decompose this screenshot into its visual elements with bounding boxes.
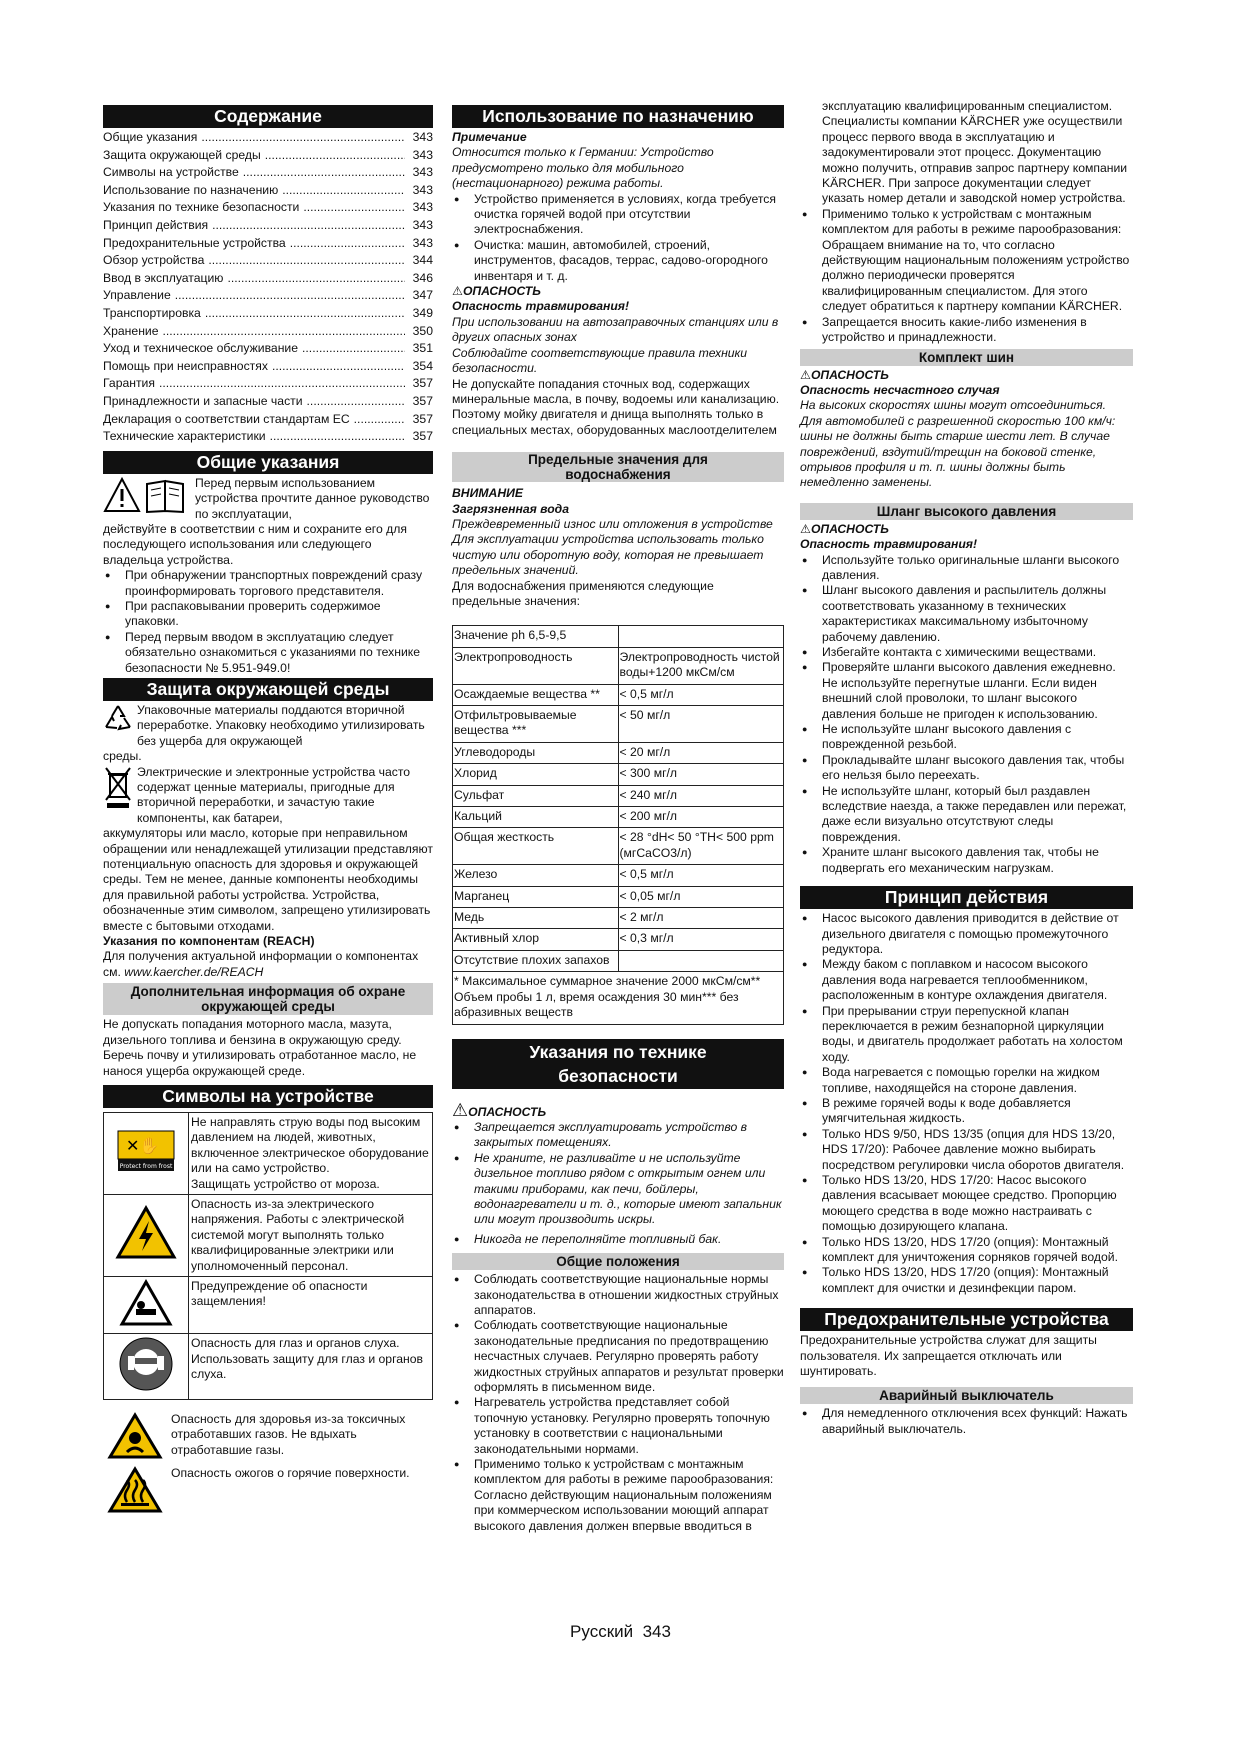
recycle-block [103, 703, 433, 749]
table-row [453, 972, 784, 1024]
list-item: ● Перед первым вводом в эксплуатацию следует обязательно ознакомиться с указаниями по технике безопасности № 5.951-949.0! [103, 630, 433, 676]
manual-intro-2: действуйте в соответствии с ним и сохраните его для последующего использования или следующего владельца устройства. [103, 521, 407, 567]
toc-dots [227, 271, 405, 286]
list-item: ● Запрещается эксплуатировать устройство в закрытых помещениях. [452, 1120, 784, 1151]
toc-item-page: 350 [412, 323, 433, 338]
limit-value: < 2 мг/л [618, 908, 784, 929]
list-item: ● Соблюдать соответствующие национальные нормы законодательства в отношении жидкостных струйных аппаратов. [452, 1272, 784, 1318]
limit-parameter: Отсутствие плохих запахов [453, 950, 619, 971]
weee-block [103, 765, 433, 827]
limit-parameter: Отфильтровываемые вещества *** [453, 706, 619, 743]
toc-dots [163, 324, 405, 339]
limit-parameter: Марганец [453, 886, 619, 907]
table-row [453, 950, 784, 971]
column-2 [452, 103, 784, 1534]
table-row [453, 647, 784, 684]
list-item: ● Между баком с поплавком и насосом высокого давления вода нагревается теплообменником, расположенным в контуре охлаждения двигателя. [800, 957, 1133, 1003]
table-row [453, 706, 784, 743]
toc-item[interactable] [103, 429, 433, 447]
table-row [104, 1112, 433, 1194]
environment-heading: Защита окружающей среды [103, 678, 433, 701]
toc-item-title: Уход и техническое обслуживание [103, 341, 299, 356]
warn-title: Загрязненная вода [452, 501, 569, 516]
limit-value: Электропроводность чистой воды+1200 мкСм/см [618, 647, 784, 684]
limit-parameter: Хлорид [453, 764, 619, 785]
table-row [453, 742, 784, 763]
page-footer [0, 1622, 1241, 1642]
toc-item-page: 343 [412, 182, 433, 197]
list-item: ● Очистка: машин, автомобилей, строений, инструментов, фасадов, террас, садово-огородного инвентаря и т. д. [452, 238, 784, 284]
toc-item-page: 343 [412, 235, 433, 250]
warning-triangle-icon: ⚠ [800, 367, 811, 382]
limits-footnote: * Максимальное суммарное значение 2000 мкСм/см** Объем пробы 1 л, время осаждения 30 мин*** без абразивных веществ [453, 972, 784, 1024]
list-item: ● При прерывании струи перепускной клапан переключается в режим безнапорной циркуляции воды, и двигатель продолжает работать на холостом ходу. [800, 1004, 1133, 1066]
table-row [453, 785, 784, 806]
toc-item-title: Принцип действия [103, 217, 209, 232]
limit-value: < 0,05 мг/л [618, 886, 784, 907]
general-heading: Общие указания [103, 451, 433, 474]
symbol-text: Опасность из-за электрического напряжения. Работы с электрической системой могут выполнять только квалифицированные электрики или уполномоченный персонал. [189, 1194, 433, 1276]
toc-dots [159, 376, 405, 391]
safety-heading-line: Указания по технике [529, 1041, 707, 1062]
warn-text: Преждевременный износ или отложения в устройстве [452, 516, 773, 531]
toc-item[interactable] [103, 218, 433, 236]
list-item: ● Избегайте контакта с химическими веществами. [800, 645, 1133, 660]
toc-dots [208, 253, 405, 268]
general-provisions-heading: Общие положения [452, 1253, 784, 1270]
list-item: ● При обнаружении транспортных повреждений сразу проинформировать торгового представителя. [103, 568, 433, 599]
limit-value: < 300 мг/л [618, 764, 784, 785]
general-provisions-bullets [452, 1272, 784, 1534]
list-item: ● Применимо только к устройствам с монтажным комплектом для работы в режиме парообразования: Обращаем внимание на то, что согласно действующим национальным положениям устройство должно периодически проверятся квалифицированным специалистом. Для этого следует обратиться к партнеру компании KÄRCHER. [800, 207, 1133, 315]
toc-item-page: 357 [412, 376, 433, 391]
list-item: ● Не храните, не разливайте и не используйте дизельное топливо рядом с открытым огнем или такими приборами, как печи, бойлеры, водонагреватели и т. д., которые имеют запальник или могут производить искры. [452, 1151, 784, 1228]
intended-use-bullets [452, 192, 784, 284]
toc-item-page: 343 [412, 165, 433, 180]
note-text: Относится только к Германии: Устройство предусмотрено только для мобильного (нестационарного) режима работы. [452, 145, 714, 191]
toc-dots [265, 148, 405, 163]
principle-bullets [800, 911, 1133, 1296]
hose-bullets [800, 553, 1133, 877]
table-row [453, 807, 784, 828]
toc-item[interactable] [103, 253, 433, 271]
symbol-text: Опасность ожогов о горячие поверхности. [171, 1465, 410, 1480]
limit-value: < 28 °dH< 50 °TH< 500 ppm (мгCaCO3/л) [618, 828, 784, 865]
svg-text:✕✋: ✕✋ [126, 1136, 160, 1156]
general-bullets [103, 568, 433, 676]
toc-item-page: 343 [412, 147, 433, 162]
symbol-extra-row [103, 1466, 433, 1514]
toc-item-page: 343 [412, 200, 433, 215]
danger-label [452, 284, 784, 299]
toxic-gas-icon [107, 1412, 163, 1460]
toc-item-title: Общие указания [103, 130, 198, 144]
toc-item[interactable] [103, 236, 433, 254]
continued-bullets [800, 207, 1133, 346]
reach-body: Для получения актуальной информации о компонентах см. [103, 949, 419, 979]
limit-value: < 200 мг/л [618, 807, 784, 828]
toc-dots [290, 236, 405, 251]
table-of-contents [103, 130, 433, 447]
toc-item-title: Технические характеристики [103, 429, 266, 444]
list-item: ● Никогда не переполняйте топливный бак. [452, 1232, 784, 1247]
toc-item[interactable] [103, 288, 433, 306]
list-item: ● Применимо только к устройствам с монтажным комплектом для работы в режиме парообразования: Согласно действующим национальным положениям при коммерческом использовании моющий аппарат высокого давления должен впервые вводиться в [452, 1457, 784, 1534]
list-item: ● Устройство применяется в условиях, когда требуется очистка горячей водой при отсутствии электроснабжения. [452, 192, 784, 238]
list-item: ● Для немедленного отключения всех функций: Нажать аварийный выключатель. [800, 1406, 1133, 1437]
toc-item[interactable] [103, 306, 433, 324]
list-item: ● Только HDS 13/20, HDS 17/20: Насос высокого давления всасывает моющее средство. Пропорцию моющего средства в воде можно настраивать с помощью дозирующего клапана. [800, 1173, 1133, 1235]
toc-item[interactable] [103, 148, 433, 166]
list-item: ● Шланг высокого давления и распылитель должны соответствовать указанному в технических характеристиках максимальному избыточному рабочему давлению. [800, 583, 1133, 645]
recycle-text: Упаковочные материалы поддаются вторичной переработке. Упаковку необходимо утилизировать без ущерба для окружающей [137, 702, 425, 748]
toc-item-page: 357 [412, 393, 433, 408]
danger-label [800, 522, 1133, 537]
symbols-table [103, 1112, 433, 1400]
toc-item-page: 344 [412, 253, 433, 268]
table-row [453, 828, 784, 865]
page-number: 343 [642, 1622, 671, 1641]
toc-dots [270, 429, 405, 444]
toc-dots [201, 130, 405, 145]
limit-value [618, 950, 784, 971]
table-row [104, 1334, 433, 1399]
env-extra-text: Не допускать попадания моторного масла, мазута, дизельного топлива и бензина в окружающую среду. Беречь почву и утилизировать отработанное масло, не нанося ущерба окружающей среде. [103, 1017, 417, 1078]
recycling-icon [103, 703, 133, 733]
limit-parameter: Углеводороды [453, 742, 619, 763]
toc-item-title: Предохранительные устройства [103, 235, 286, 250]
list-item: ● В режиме горячей воды к воде добавляется умягчительная жидкость. [800, 1096, 1133, 1127]
warning-triangle-icon: ⚠ [800, 521, 811, 536]
toc-dots [212, 218, 405, 233]
principle-heading: Принцип действия [800, 886, 1133, 909]
toc-item-title: Защита окружающей среды [103, 147, 261, 162]
limit-value [618, 626, 784, 647]
limit-parameter: Общая жесткость [453, 828, 619, 865]
limit-value: < 240 мг/л [618, 785, 784, 806]
table-row [104, 1276, 433, 1333]
weee-text-cont: аккумуляторы или масло, которые при неправильном обращении или ненадлежащей утилизации представляют потенциальную опасность для здоровья и окружающей среды. Тем не менее, данные компоненты необходимы для правильной работы устройства. Устройства, обозначенные этим символом, запрещено утилизировать вместе с бытовыми отходами. [103, 826, 433, 933]
toc-item-title: Использование по назначению [103, 182, 279, 197]
table-row [453, 865, 784, 886]
toc-dots [303, 200, 405, 215]
list-item: ● Нагреватель устройства представляет собой топочную установку. Регулярно проверять топочную установку в соответствии с национальными законодательными нормами. [452, 1395, 784, 1457]
env-extra-heading: Дополнительная информация об охране окружающей среды [103, 983, 433, 1015]
continued-text: эксплуатацию квалифицированным специалистом. Специалисты компании KÄRCHER уже осуществили процесс первого ввода в эксплуатацию и задокументировали этот процесс. Документацию можно получить, отправив запрос партнеру компании KÄRCHER. При запросе документации следует указать номер детали и заводской номер устройства. [822, 99, 1128, 206]
list-item: ● Используйте только оригинальные шланги высокого давления. [800, 553, 1133, 584]
toc-item-title: Гарантия [103, 376, 155, 391]
toc-dots [272, 359, 405, 374]
limit-value: < 0,5 мг/л [618, 865, 784, 886]
protective-text: Предохранительные устройства служат для защиты пользователя. Их запрещается отключать или шунтировать. [800, 1333, 1097, 1379]
limit-parameter: Кальций [453, 807, 619, 828]
limit-parameter: Значение ph 6,5-9,5 [453, 626, 619, 647]
limit-parameter: Электропроводность [453, 647, 619, 684]
danger-label-text: ОПАСНОСТЬ [810, 367, 889, 382]
toc-item-page: 357 [412, 411, 433, 426]
toc-dots [307, 394, 405, 409]
list-item: ● При распаковывании проверить содержимое упаковки. [103, 599, 433, 630]
toc-dots [175, 288, 405, 303]
toc-item-title: Транспортировка [103, 305, 201, 320]
toc-item-title: Ввод в эксплуатацию [103, 270, 224, 285]
list-item: ● Прокладывайте шланг высокого давления так, чтобы его нельзя было переехать. [800, 753, 1133, 784]
toc-item[interactable] [103, 376, 433, 394]
table-row [453, 684, 784, 705]
limit-value: < 20 мг/л [618, 742, 784, 763]
limits-intro: Для водоснабжения применяются следующие предельные значения: [452, 578, 714, 608]
toc-dots [205, 306, 405, 321]
water-limits-heading: Предельные значения для водоснабжения [452, 452, 784, 482]
toc-item[interactable] [103, 165, 433, 183]
symbol-extra-row [103, 1412, 433, 1460]
limit-parameter: Осаждаемые вещества ** [453, 684, 619, 705]
emergency-heading: Аварийный выключатель [800, 1387, 1133, 1404]
reach-link[interactable]: www.kaercher.de/REACH [124, 964, 264, 979]
toc-item-page: 346 [412, 270, 433, 285]
eye-ear-protection-icon [118, 1336, 174, 1392]
table-row [453, 908, 784, 929]
danger-label [800, 368, 1133, 383]
toc-dots [302, 341, 405, 356]
toc-item[interactable] [103, 394, 433, 412]
manual-intro-1: Перед первым использованием устройства прочтите данное руководство по эксплуатации, [195, 475, 430, 521]
protective-heading: Предохранительные устройства [800, 1308, 1133, 1331]
limit-parameter: Сульфат [453, 785, 619, 806]
toc-item-title: Обзор устройства [103, 253, 205, 268]
toc-item-page: 343 [412, 217, 433, 232]
toc-item[interactable] [103, 130, 433, 148]
limit-parameter: Медь [453, 908, 619, 929]
tires-heading: Комплект шин [800, 349, 1133, 366]
symbol-text: Защищать устройство от мороза. [191, 1176, 380, 1191]
toc-item-title: Помощь при неисправностях [103, 358, 268, 373]
toc-item[interactable] [103, 200, 433, 218]
danger-label-text: ОПАСНОСТЬ [468, 1104, 547, 1119]
list-item: ● Не используйте шланг высокого давления с поврежденной резьбой. [800, 722, 1133, 753]
table-row [453, 929, 784, 950]
toc-heading: Содержание [103, 105, 433, 128]
list-item: ● Запрещается вносить какие-либо изменения в устройство и принадлежности. [800, 315, 1133, 346]
toc-item-title: Указания по технике безопасности [103, 200, 300, 215]
toc-item-title: Управление [103, 288, 171, 303]
toc-item[interactable] [103, 183, 433, 201]
toc-item[interactable] [103, 341, 433, 359]
toc-item[interactable] [103, 412, 433, 430]
safety-heading [452, 1039, 784, 1089]
limit-value: < 50 мг/л [618, 706, 784, 743]
list-item: ● Насос высокого давления приводится в действие от дизельного двигателя с помощью промежуточного редуктора. [800, 911, 1133, 957]
list-item: ● Вода нагревается с помощью горелки на жидком топливе, находящейся на стороне давления. [800, 1065, 1133, 1096]
list-item: ● Соблюдать соответствующие национальные законодательные предписания по предотвращению несчастных случаев. Регулярно проверять работу жидкостных струйных аппаратов и результат проверки оформлять в письменном виде. [452, 1318, 784, 1395]
list-item: ● Только HDS 13/20, HDS 17/20 (опция): Монтажный комплект для уничтожения сорняков горячей водой. [800, 1235, 1133, 1266]
electric-hazard-icon [115, 1205, 177, 1261]
toc-item[interactable] [103, 324, 433, 342]
table-row [453, 626, 784, 647]
toc-dots [243, 165, 405, 180]
toc-item-page: 357 [412, 429, 433, 444]
limit-parameter: Активный хлор [453, 929, 619, 950]
table-row [453, 886, 784, 907]
limit-value: < 0,3 мг/л [618, 929, 784, 950]
tires-text: На высоких скоростях шины могут отсоединиться. [800, 398, 1107, 413]
danger-label-text: ОПАСНОСТЬ [810, 521, 889, 536]
note-label: Примечание [452, 130, 527, 144]
reach-title: Указания по компонентам (REACH) [103, 934, 315, 949]
toc-item-title: Декларация о соответствии стандартам ЕС [103, 411, 350, 426]
limit-parameter: Железо [453, 865, 619, 886]
limit-value: < 0,5 мг/л [618, 684, 784, 705]
danger-label [452, 1099, 784, 1120]
danger-title: Опасность травмирования! [800, 537, 978, 552]
list-item: ● Только HDS 13/20, HDS 17/20 (опция): Монтажный комплект для очистки и дезинфекции паром. [800, 1265, 1133, 1296]
toc-item[interactable] [103, 359, 433, 377]
symbol-text: Предупреждение об опасности защемления! [189, 1276, 433, 1333]
symbol-text: Опасность для здоровья из-за токсичных отработавших газов. Не вдыхать отработавшие газы. [171, 1411, 406, 1457]
footer-language: Русский [570, 1622, 634, 1641]
water-jet-warning-icon [116, 1127, 176, 1175]
list-item: ● Храните шланг высокого давления так, чтобы не подвергать его механическим нагрузкам. [800, 845, 1133, 876]
water-limits-table [452, 625, 784, 1024]
wastewater-text: Не допускайте попадания сточных вод, содержащих минеральные масла, в почву, водоемы или канализацию. Поэтому мойку двигателя и днища выполнять только в специальных местах, оборудованных маслоотделителем [452, 376, 780, 437]
crush-hazard-icon [119, 1279, 173, 1327]
safety-bullets [452, 1120, 784, 1247]
warn-text: Для эксплуатации устройства использовать только чистую или оборотную воду, которая не превышает предельных значений. [452, 532, 764, 578]
list-item: ● Только HDS 9/50, HDS 13/35 (опция для HDS 13/20, HDS 17/20): Рабочее давление можно выбирать посредством регулировки числа оборотов двигателя. [800, 1127, 1133, 1173]
danger-title: Опасность травмирования! [452, 299, 630, 314]
symbol-text: Опасность для глаз и органов слуха. Использовать защиту для глаз и органов слуха. [189, 1334, 433, 1399]
symbols-heading: Символы на устройстве [103, 1085, 433, 1108]
list-item: ● Проверяйте шланги высокого давления ежедневно. Не используйте перегнутые шланги. Если виден внешний слой проволоки, то шланг высокого давления больше не пригоден к использованию. [800, 660, 1133, 722]
warn-label: ВНИМАНИЕ [452, 486, 524, 501]
crossed-bin-icon [103, 765, 133, 809]
svg-text:Protect from frost: Protect from frost [119, 1163, 173, 1171]
hot-surface-icon [107, 1466, 163, 1514]
warning-triangle-icon: ⚠ [452, 1099, 469, 1120]
toc-item-title: Принадлежности и запасные части [103, 393, 303, 408]
column-3 [800, 99, 1133, 1437]
toc-item-page: 343 [412, 130, 433, 144]
list-item: ● Не используйте шланг, который был раздавлен вследствие наезда, а также передавлен или пережат, даже если визуально отсутствуют следы повреждения. [800, 784, 1133, 846]
toc-item-page: 354 [412, 358, 433, 373]
manual-notice [103, 476, 433, 522]
toc-item[interactable] [103, 271, 433, 289]
safety-heading-line: безопасности [558, 1065, 678, 1086]
read-manual-icon [103, 476, 193, 514]
reach-text [103, 949, 433, 980]
toc-item-page: 349 [412, 305, 433, 320]
toc-item-page: 347 [412, 288, 433, 303]
symbol-text: Не направлять струю воды под высоким давлением на людей, животных, включенное электрическое оборудование или на само устройство. [191, 1114, 429, 1176]
intended-use-heading: Использование по назначению [452, 105, 784, 128]
toc-dots [282, 183, 405, 198]
table-row [453, 764, 784, 785]
emergency-bullets [800, 1406, 1133, 1437]
toc-item-page: 351 [412, 341, 433, 356]
tires-text: Для автомобилей с разрешенной скоростью 100 км/ч: шины не должны быть старше шести лет. В случае повреждений, вздутий/трещин на боковой стенке, отрывов профиля и т. п. шины должны быть немедленно заменены. [800, 413, 1116, 490]
weee-text: Электрические и электронные устройства часто содержат ценные материалы, пригодные для вторичной переработки, и зачастую такие компоненты, как батареи, [137, 764, 411, 825]
table-row [104, 1194, 433, 1276]
recycle-text-end: среды. [103, 749, 142, 764]
danger-title: Опасность несчастного случая [800, 382, 1000, 397]
toc-item-title: Хранение [103, 323, 159, 338]
danger-text: При использовании на автозаправочных станциях или в других опасных зонах [452, 314, 779, 345]
toc-item-title: Символы на устройстве [103, 165, 239, 180]
toc-dots [354, 412, 405, 427]
hose-heading: Шланг высокого давления [800, 503, 1133, 520]
danger-label-text: ОПАСНОСТЬ [462, 284, 541, 299]
warning-triangle-icon: ⚠ [452, 284, 463, 299]
danger-text: Соблюдайте соответствующие правила техники безопасности. [452, 345, 748, 376]
column-1 [103, 103, 433, 1514]
